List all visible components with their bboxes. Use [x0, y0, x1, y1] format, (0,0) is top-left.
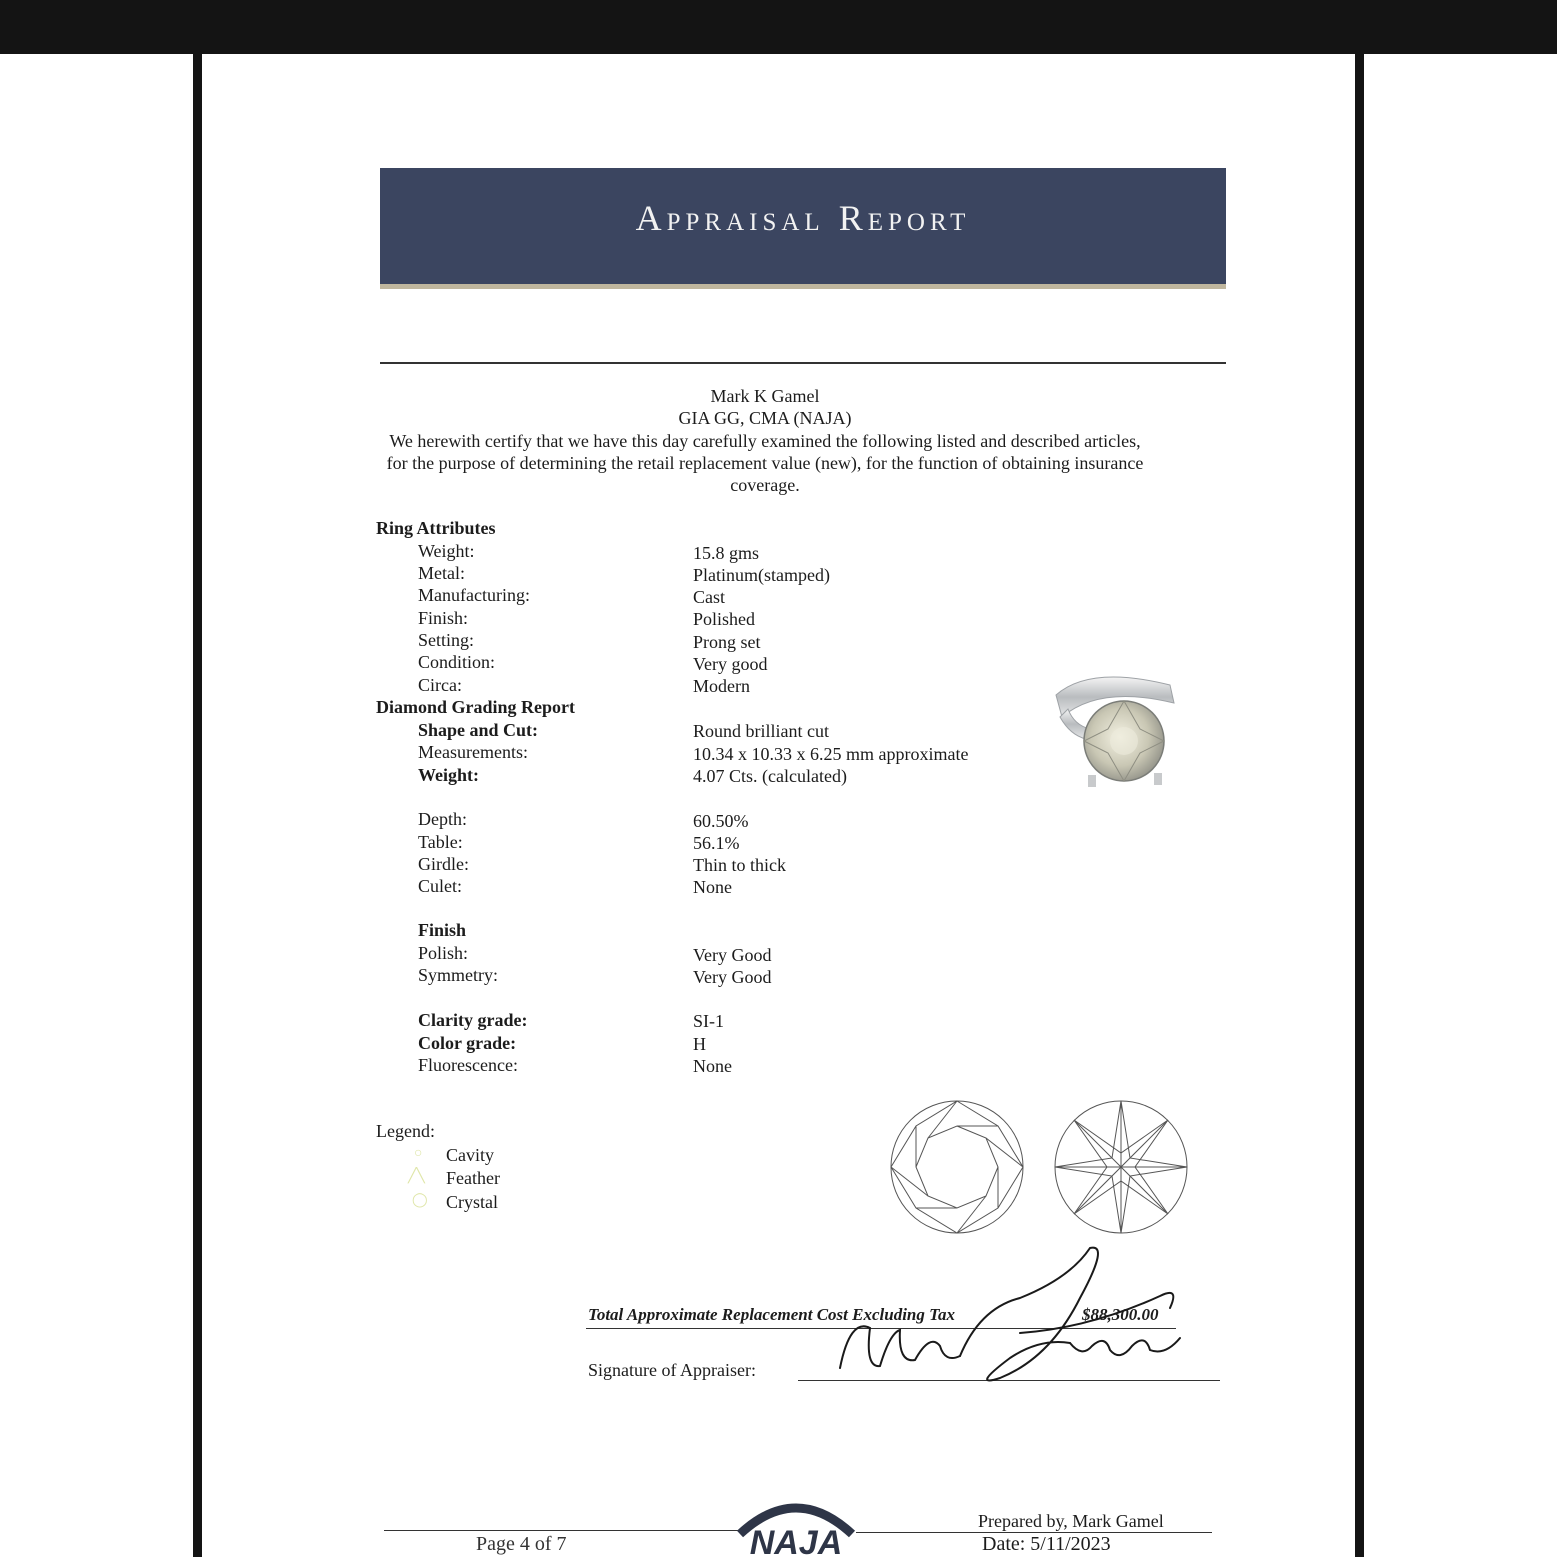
color-grade-label: Color grade: — [418, 1033, 517, 1053]
cavity-swatch-icon: ○ — [414, 1146, 423, 1161]
measurements-label: Measurements: — [418, 742, 528, 762]
ring-finish-label: Finish: — [418, 608, 469, 628]
header-divider — [380, 362, 1226, 364]
fluorescence-label: Fluorescence: — [418, 1055, 518, 1075]
page-number: Page 4 of 7 — [476, 1533, 567, 1555]
diamond-pavilion-diagram — [1052, 1098, 1190, 1236]
legend-crystal: Crystal — [446, 1192, 498, 1212]
outer-margin-right — [1364, 0, 1557, 1557]
ring-circa-label: Circa: — [418, 675, 462, 695]
table-label: Table: — [418, 832, 463, 852]
prepared-by: Prepared by, Mark Gamel — [978, 1511, 1164, 1531]
polish-label: Polish: — [418, 943, 469, 963]
ring-circa-value: Modern — [693, 676, 750, 696]
diamond-crown-diagram — [888, 1098, 1026, 1236]
ring-setting-label: Setting: — [418, 630, 475, 650]
ring-metal-value: Platinum(stamped) — [693, 565, 830, 585]
symmetry-label: Symmetry: — [418, 965, 498, 985]
footer-rule-left — [384, 1530, 738, 1531]
table-value: 56.1% — [693, 833, 740, 853]
ring-weight-label: Weight: — [418, 541, 475, 561]
shape-cut-value: Round brilliant cut — [693, 721, 829, 741]
depth-label: Depth: — [418, 809, 467, 829]
culet-label: Culet: — [418, 876, 462, 896]
frame-left-edge — [193, 0, 202, 1557]
clarity-label: Clarity grade: — [418, 1010, 528, 1030]
certification-statement: We herewith certify that we have this day carefully examined the following listed and described articles, for the purpose of determining the retail replacement value (new), for the function of obtaining insurance coverage. — [386, 431, 1144, 495]
crystal-swatch-icon: ◯ — [412, 1193, 428, 1208]
symmetry-value: Very Good — [693, 967, 772, 987]
report-banner — [380, 168, 1226, 289]
signature-label: Signature of Appraiser: — [588, 1360, 756, 1380]
finish-heading: Finish — [418, 920, 467, 940]
color-grade-value: H — [693, 1034, 706, 1054]
appraiser-signature — [820, 1238, 1200, 1398]
ring-metal-label: Metal: — [418, 563, 465, 583]
ring-attributes-heading: Ring Attributes — [376, 518, 496, 538]
girdle-label: Girdle: — [418, 854, 469, 874]
depth-value: 60.50% — [693, 811, 749, 831]
report-title: Appraisal Report — [635, 198, 971, 238]
frame-right-edge — [1355, 0, 1364, 1557]
ring-condition-label: Condition: — [418, 652, 496, 672]
fluorescence-value: None — [693, 1056, 732, 1076]
ring-weight-value: 15.8 gms — [693, 543, 760, 563]
polish-value: Very Good — [693, 945, 772, 965]
feather-swatch-icon: ╱╲ — [408, 1169, 425, 1184]
shape-cut-label: Shape and Cut: — [418, 720, 539, 740]
outer-margin-left — [0, 0, 193, 1557]
girdle-value: Thin to thick — [693, 855, 786, 875]
ring-manufacturing-label: Manufacturing: — [418, 585, 530, 605]
diamond-report-heading: Diamond Grading Report — [376, 697, 576, 717]
legend-feather: Feather — [446, 1168, 500, 1188]
legend-title: Legend: — [376, 1121, 435, 1141]
top-frame-bar — [0, 0, 1557, 54]
report-date: Date: 5/11/2023 — [982, 1533, 1111, 1555]
svg-text:NAJA: NAJA — [749, 1524, 843, 1557]
appraiser-credentials: GIA GG, CMA (NAJA) — [678, 408, 852, 428]
clarity-value: SI-1 — [693, 1011, 724, 1031]
ring-manufacturing-value: Cast — [693, 587, 726, 607]
appraiser-name: Mark K Gamel — [710, 386, 820, 406]
ring-setting-value: Prong set — [693, 632, 761, 652]
culet-value: None — [693, 877, 732, 897]
diamond-weight-label: Weight: — [418, 765, 479, 785]
ring-condition-value: Very good — [693, 654, 768, 674]
legend-cavity: Cavity — [446, 1145, 494, 1165]
ring-photo — [1050, 655, 1178, 795]
total-cost-value: $88,300.00 — [1082, 1305, 1159, 1324]
diamond-weight-value: 4.07 Cts. (calculated) — [693, 766, 847, 786]
naja-logo — [728, 1488, 864, 1557]
ring-finish-value: Polished — [693, 609, 756, 629]
measurements-value: 10.34 x 10.33 x 6.25 mm approximate — [693, 744, 969, 764]
total-cost-label: Total Approximate Replacement Cost Excluding Tax — [588, 1305, 955, 1324]
